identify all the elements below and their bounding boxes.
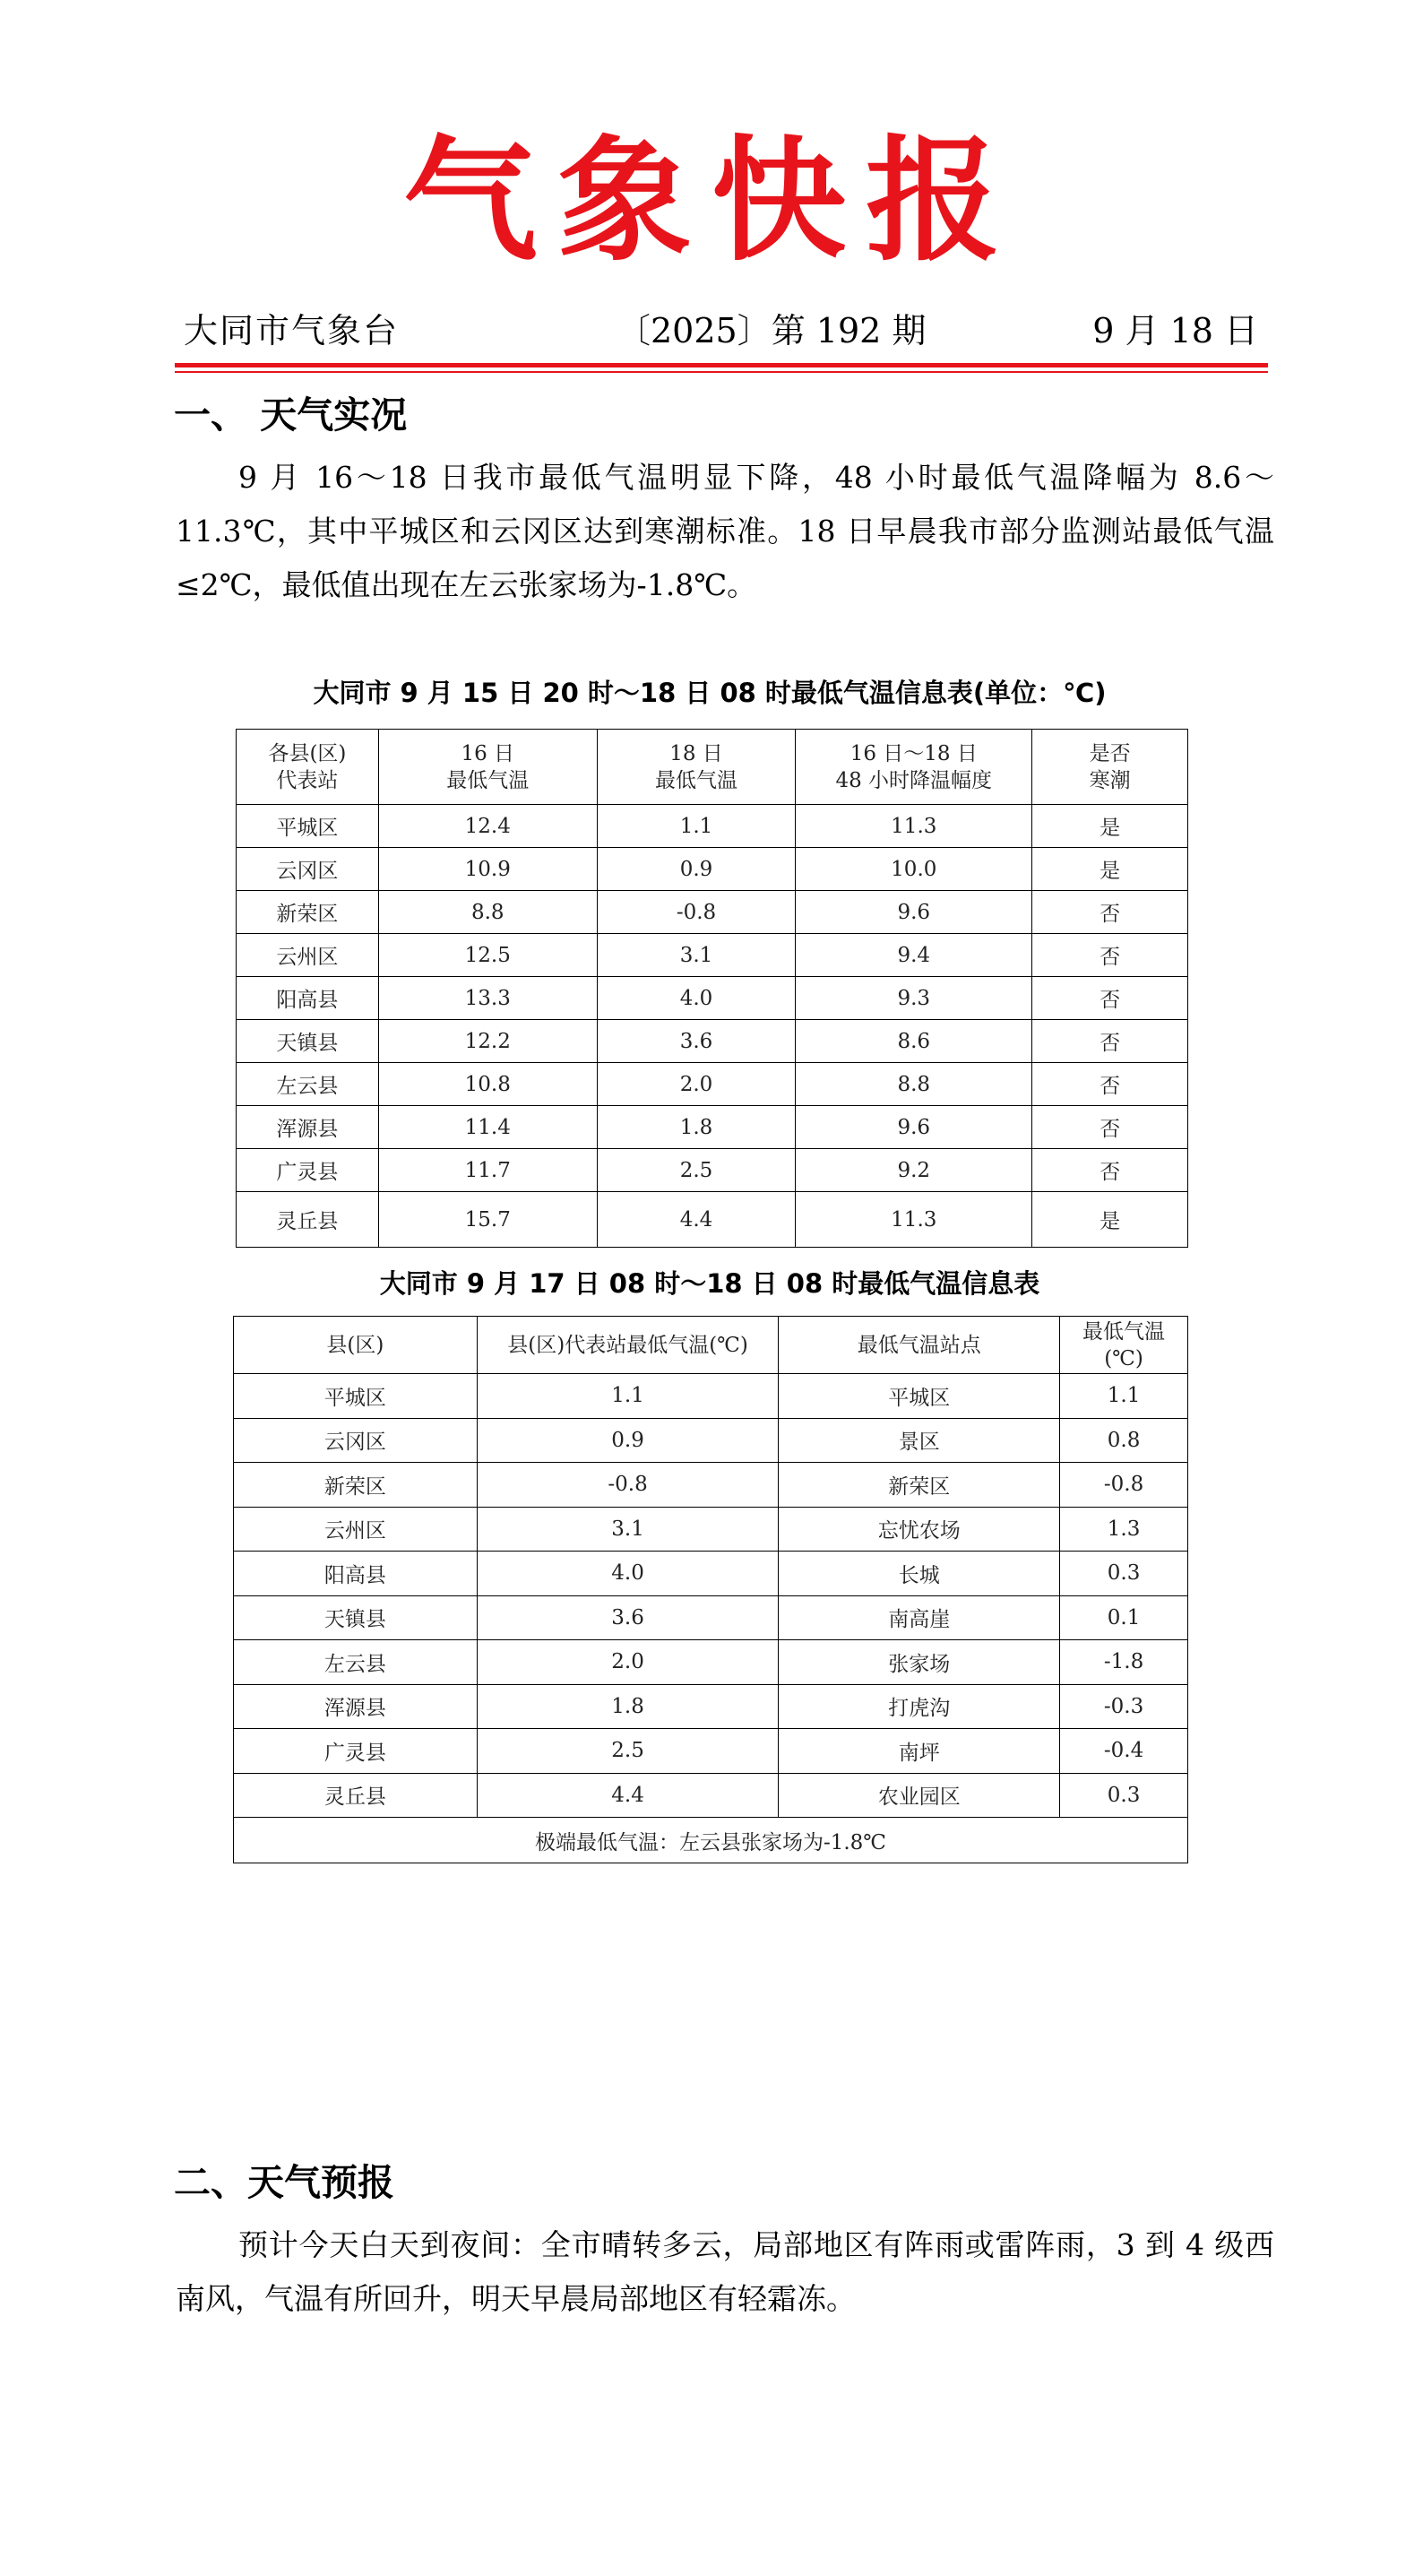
header-text: 16 日～18 日 <box>849 741 978 765</box>
table-cell: 3.1 <box>597 934 796 977</box>
table-row <box>237 1063 1188 1106</box>
masthead-rule-thick <box>175 363 1268 367</box>
table-cell: 2.5 <box>477 1729 779 1774</box>
table1-header-row <box>237 730 1188 805</box>
table-cell: 1.8 <box>477 1684 779 1729</box>
table1-header-cell <box>1032 730 1188 805</box>
table-row <box>234 1773 1188 1818</box>
table-cell: 4.4 <box>477 1773 779 1818</box>
table-cell: -0.4 <box>1060 1729 1188 1774</box>
table2-header-row <box>234 1317 1188 1374</box>
table2-caption: 大同市 9 月 17 日 08 时～18 日 08 时最低气温信息表 <box>379 1268 1040 1299</box>
masthead-title: 气象快报 <box>402 124 1020 280</box>
table-cell: 天镇县 <box>234 1595 478 1640</box>
header-text: 寒潮 <box>1089 768 1131 792</box>
table-cell: 打虎沟 <box>779 1684 1060 1729</box>
table-row <box>234 1463 1188 1508</box>
table-cell: -0.8 <box>477 1463 779 1508</box>
table-cell: 11.3 <box>796 1192 1032 1248</box>
table-cell: 南坪 <box>779 1729 1060 1774</box>
table-cell: 11.4 <box>378 1106 597 1149</box>
table-row <box>237 891 1188 934</box>
table-row <box>234 1418 1188 1463</box>
header-text: 18 日 <box>669 741 723 765</box>
table-cell: 否 <box>1032 1020 1188 1063</box>
table-cell: 1.3 <box>1060 1507 1188 1552</box>
table-cell: 1.8 <box>597 1106 796 1149</box>
table-cell: 云州区 <box>234 1507 478 1552</box>
table-cell: 平城区 <box>234 1374 478 1419</box>
table-cell: 3.6 <box>597 1020 796 1063</box>
table-cell: 2.0 <box>477 1640 779 1685</box>
table-cell: 云冈区 <box>237 848 379 891</box>
table-cell: 否 <box>1032 1106 1188 1149</box>
table-cell: 2.5 <box>597 1149 796 1192</box>
table-cell: 3.1 <box>477 1507 779 1552</box>
header-text: (℃) <box>1104 1346 1143 1370</box>
table-cell: 4.4 <box>597 1192 796 1248</box>
table-cell: 云州区 <box>237 934 379 977</box>
temperature-drop-table <box>236 729 1188 1248</box>
table-cell: 景区 <box>779 1418 1060 1463</box>
table-row <box>237 848 1188 891</box>
extreme-minimum-note: 极端最低气温：左云县张家场为-1.8℃ <box>234 1818 1188 1863</box>
table-cell: -0.8 <box>597 891 796 934</box>
table-cell: 否 <box>1032 1149 1188 1192</box>
table-row <box>237 1192 1188 1248</box>
table-cell: 10.9 <box>378 848 597 891</box>
table2-header-cell <box>1060 1317 1188 1374</box>
table-cell: 是 <box>1032 1192 1188 1248</box>
header-text: 县(区)代表站最低气温(℃) <box>507 1333 748 1357</box>
table-cell: 9.3 <box>796 977 1032 1020</box>
table-cell: 否 <box>1032 891 1188 934</box>
table-row <box>234 1552 1188 1596</box>
table-cell: 1.1 <box>477 1374 779 1419</box>
table-cell: 8.8 <box>378 891 597 934</box>
header-text: 最低气温 <box>446 768 530 792</box>
table-row <box>234 1374 1188 1419</box>
table1-header-cell <box>378 730 597 805</box>
table-cell: 灵丘县 <box>237 1192 379 1248</box>
table-cell: 左云县 <box>234 1640 478 1685</box>
table-cell: 4.0 <box>597 977 796 1020</box>
table-row <box>237 1106 1188 1149</box>
issue-number: 〔2025〕第 192 期 <box>617 311 927 350</box>
table-cell: -1.8 <box>1060 1640 1188 1685</box>
table-cell: 13.3 <box>378 977 597 1020</box>
header-text: 最低气温 <box>655 768 738 792</box>
table-cell: 阳高县 <box>234 1552 478 1596</box>
table-cell: 0.3 <box>1060 1552 1188 1596</box>
table-cell: 平城区 <box>779 1374 1060 1419</box>
table1-caption: 大同市 9 月 15 日 20 时～18 日 08 时最低气温信息表(单位：℃) <box>313 678 1107 708</box>
table-cell: 农业园区 <box>779 1773 1060 1818</box>
section2-heading: 二、天气预报 <box>174 2161 394 2204</box>
table-cell: 0.9 <box>597 848 796 891</box>
table-cell: 灵丘县 <box>234 1773 478 1818</box>
table-cell: 9.6 <box>796 891 1032 934</box>
header-text: 代表站 <box>276 768 339 792</box>
table1-header-cell <box>796 730 1032 805</box>
table-cell: 9.2 <box>796 1149 1032 1192</box>
section1-heading: 一、 天气实况 <box>174 393 408 437</box>
section1-paragraph: 9 月 16～18 日我市最低气温明显下降，48 小时最低气温降幅为 8.6～11.3℃，其中平城区和云冈区达到寒潮标准。18 日早晨我市部分监测站最低气温≤2℃，最低值出现在左云张家场为-1.8℃。 <box>176 460 1274 602</box>
table-cell: 8.6 <box>796 1020 1032 1063</box>
table-cell: 浑源县 <box>237 1106 379 1149</box>
table-cell: 是 <box>1032 848 1188 891</box>
table-cell: 2.0 <box>597 1063 796 1106</box>
table-cell: 0.9 <box>477 1418 779 1463</box>
table-cell: 阳高县 <box>237 977 379 1020</box>
section2-paragraph: 预计今天白天到夜间：全市晴转多云，局部地区有阵雨或雷阵雨，3 到 4 级西南风，气温有所回升，明天早晨局部地区有轻霜冻。 <box>176 2227 1274 2316</box>
table-row <box>237 934 1188 977</box>
table-cell: 新荣区 <box>234 1463 478 1508</box>
table-cell: 浑源县 <box>234 1684 478 1729</box>
header-text: 48 小时降温幅度 <box>835 768 993 792</box>
header-text: 是否 <box>1089 741 1131 765</box>
table2-header-cell <box>779 1317 1060 1374</box>
table-cell: 12.5 <box>378 934 597 977</box>
table-cell: 云冈区 <box>234 1418 478 1463</box>
table-cell: 0.1 <box>1060 1595 1188 1640</box>
table-cell: 15.7 <box>378 1192 597 1248</box>
table2-footer-row <box>234 1818 1188 1863</box>
issue-date: 9 月 18 日 <box>1092 311 1258 350</box>
table-cell: 12.4 <box>378 805 597 848</box>
table-row <box>237 1020 1188 1063</box>
table-cell: 平城区 <box>237 805 379 848</box>
table-cell: 1.1 <box>1060 1374 1188 1419</box>
table-cell: 11.7 <box>378 1149 597 1192</box>
table-cell: 左云县 <box>237 1063 379 1106</box>
table-row <box>234 1684 1188 1729</box>
table-cell: 张家场 <box>779 1640 1060 1685</box>
header-text: 16 日 <box>461 741 515 765</box>
table-cell: 否 <box>1032 977 1188 1020</box>
table2-header-cell <box>234 1317 478 1374</box>
table-cell: 否 <box>1032 934 1188 977</box>
table-cell: 新荣区 <box>237 891 379 934</box>
table-cell: 3.6 <box>477 1595 779 1640</box>
table-cell: 0.3 <box>1060 1773 1188 1818</box>
table-cell: 12.2 <box>378 1020 597 1063</box>
table-cell: 8.8 <box>796 1063 1032 1106</box>
table-cell: 广灵县 <box>234 1729 478 1774</box>
table-row <box>234 1507 1188 1552</box>
table-cell: 10.0 <box>796 848 1032 891</box>
table1-header-cell <box>597 730 796 805</box>
table-row <box>237 977 1188 1020</box>
issuer-name: 大同市气象台 <box>184 311 400 350</box>
table-cell: 9.6 <box>796 1106 1032 1149</box>
table-cell: 长城 <box>779 1552 1060 1596</box>
table-cell: 11.3 <box>796 805 1032 848</box>
table2-header-cell <box>477 1317 779 1374</box>
table-cell: -0.3 <box>1060 1684 1188 1729</box>
header-text: 最低气温 <box>1082 1319 1166 1344</box>
table-row <box>237 805 1188 848</box>
table-cell: -0.8 <box>1060 1463 1188 1508</box>
table-cell: 10.8 <box>378 1063 597 1106</box>
table-cell: 否 <box>1032 1063 1188 1106</box>
table-cell: 南高崖 <box>779 1595 1060 1640</box>
masthead-rule-thin <box>175 371 1268 373</box>
table-row <box>234 1595 1188 1640</box>
table-cell: 1.1 <box>597 805 796 848</box>
table-row <box>234 1729 1188 1774</box>
table-cell: 天镇县 <box>237 1020 379 1063</box>
table-cell: 是 <box>1032 805 1188 848</box>
header-text: 最低气温站点 <box>857 1333 981 1357</box>
minimum-temperature-table <box>233 1316 1188 1863</box>
table-cell: 0.8 <box>1060 1418 1188 1463</box>
table-cell: 新荣区 <box>779 1463 1060 1508</box>
table-row <box>237 1149 1188 1192</box>
table-cell: 广灵县 <box>237 1149 379 1192</box>
table-cell: 忘忧农场 <box>779 1507 1060 1552</box>
table1-header-cell <box>237 730 379 805</box>
header-text: 各县(区) <box>268 741 347 765</box>
table-row <box>234 1640 1188 1685</box>
table-cell: 9.4 <box>796 934 1032 977</box>
header-text: 县(区) <box>326 1333 384 1357</box>
table-cell: 4.0 <box>477 1552 779 1596</box>
